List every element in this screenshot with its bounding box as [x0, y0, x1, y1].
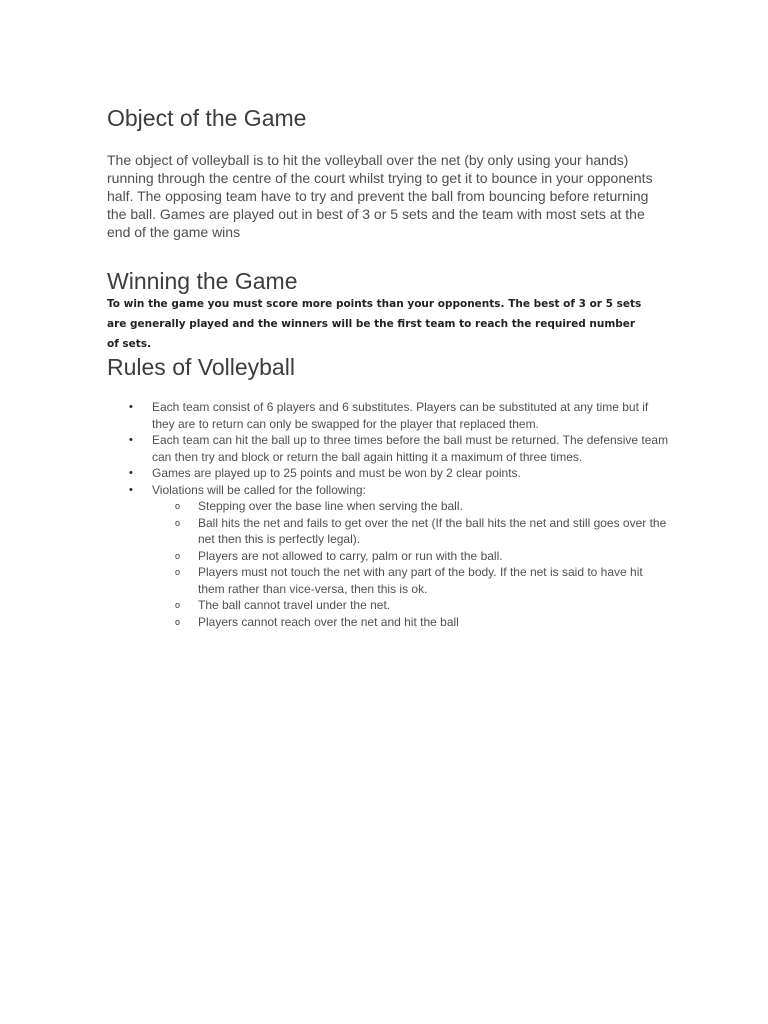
list-item-text: Violations will be called for the following: [152, 482, 366, 497]
list-item [129, 465, 672, 482]
paragraph-object: The object of volleyball is to hit the volleyball over the net (by only using your hands) running through the centre of the court whilst trying to get it to bounce in your opponents half. The opposing team have to try and prevent the ball from bouncing before returning the ball. Games are played out in best of 3 or 5 sets and the team with most sets at the end of the game wins [107, 152, 653, 240]
circle-bullet-icon: o [175, 616, 181, 627]
sub-list-item [175, 515, 672, 548]
circle-bullet-icon: o [175, 517, 181, 528]
sub-list-item-text: Players are not allowed to carry, palm or run with the ball. [198, 548, 503, 563]
list-item-text: Each team can hit the ball up to three times before the ball must be returned. The defensive team can then try and block or return the ball again hitting it a maximum of three times. [152, 433, 669, 464]
list-item [129, 432, 672, 465]
sub-list-item [175, 614, 672, 631]
bullet-icon: • [129, 401, 133, 413]
bullet-icon: • [129, 467, 133, 479]
sub-list-item-text: Players cannot reach over the net and hit the ball [198, 614, 459, 629]
circle-bullet-icon: o [175, 600, 181, 610]
sub-list-item-text: Ball hits the net and fails to get over the net (If the ball hits the net and still goes over the net then this is perfectly legal). [198, 515, 667, 546]
list-item [129, 482, 672, 631]
sub-list-item [175, 498, 672, 515]
list-item [129, 399, 672, 432]
list-item-text: Games are played up to 25 points and must be won by 2 clear points. [152, 466, 521, 480]
circle-bullet-icon: o [175, 567, 181, 577]
heading-winning-the-game: Winning the Game [107, 268, 298, 294]
bullet-icon: • [129, 483, 133, 496]
bullet-icon: • [129, 434, 133, 446]
circle-bullet-icon: o [175, 501, 181, 511]
sub-list-item [175, 548, 672, 565]
sub-list-item [175, 564, 672, 597]
heading-rules-of-volleyball: Rules of Volleyball [107, 354, 295, 380]
violations-list [152, 498, 672, 630]
heading-object-of-the-game: Object of the Game [107, 105, 307, 131]
rules-list [129, 399, 672, 630]
sub-list-item-text: Stepping over the base line when serving the ball. [198, 499, 463, 513]
paragraph-winning: To win the game you must score more points than your opponents. The best of 3 or 5 sets are generally played and the winners will be the first team to reach the required number of sets. [107, 298, 642, 350]
sub-list-item [175, 597, 672, 614]
sub-list-item-text: The ball cannot travel under the net. [198, 598, 391, 612]
sub-list-item-text: Players must not touch the net with any part of the body. If the net is said to have hit them rather than vice-versa, then this is ok. [198, 565, 643, 596]
list-item-text: Each team consist of 6 players and 6 substitutes. Players can be substituted at any time but if they are to return can only be swapped for the player that replaced them. [152, 400, 649, 431]
circle-bullet-icon: o [175, 550, 181, 561]
